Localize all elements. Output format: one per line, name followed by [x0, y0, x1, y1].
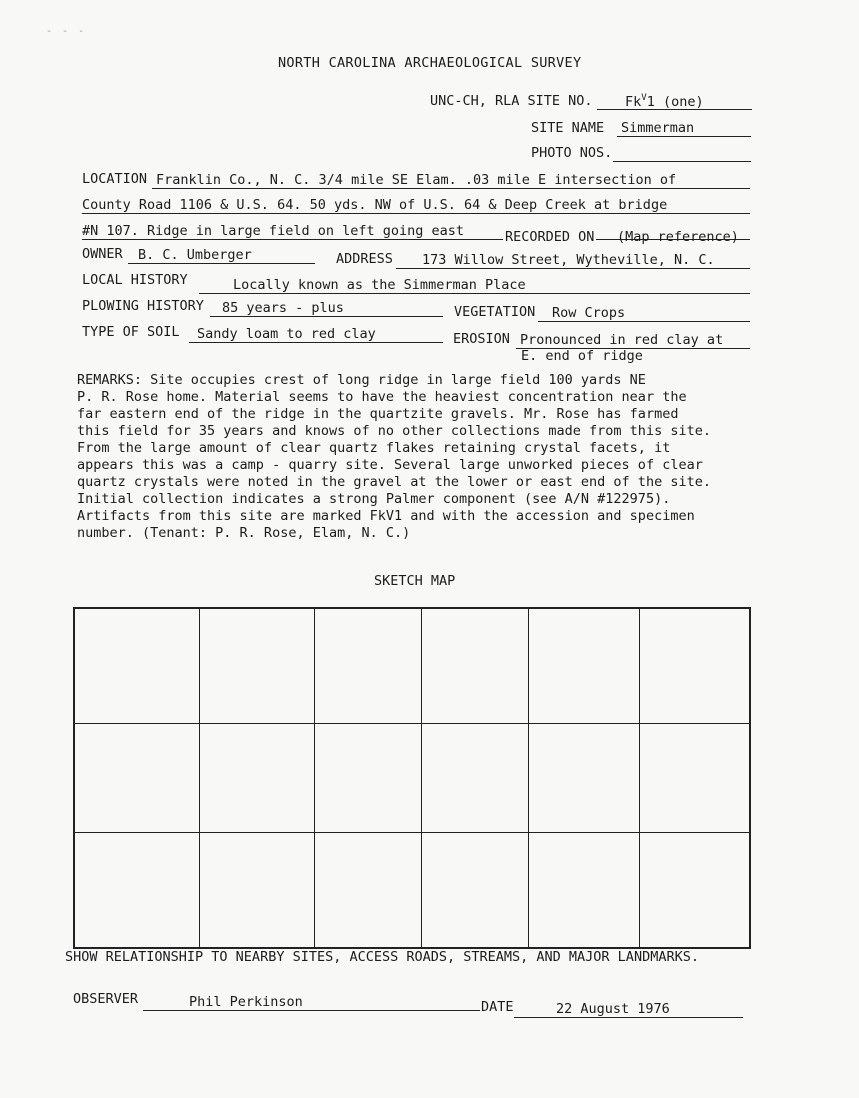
photo-nos-field[interactable]: [613, 145, 751, 162]
date-label: DATE: [481, 999, 514, 1015]
location-line-2[interactable]: County Road 1106 & U.S. 64. 50 yds. NW of U.S. 64 & Deep Creek at bridge: [82, 197, 750, 214]
remarks-line: appears this was a camp - quarry site. Several large unworked pieces of clear: [77, 457, 703, 473]
remarks-line: far eastern end of the ridge in the quartzite gravels. Mr. Rose has farmed: [77, 406, 679, 422]
owner-field[interactable]: B. C. Umberger: [128, 247, 315, 264]
erosion-label: EROSION: [453, 331, 510, 347]
grid-line: [314, 609, 315, 947]
erosion-line-2: E. end of ridge: [521, 348, 643, 364]
sketch-instruction: SHOW RELATIONSHIP TO NEARBY SITES, ACCESS ROADS, STREAMS, AND MAJOR LANDMARKS.: [65, 949, 699, 965]
grid-line: [75, 723, 749, 724]
plowing-history-label: PLOWING HISTORY: [82, 298, 204, 314]
location-line-3-text: #N 107. Ridge in large field on left going east: [82, 223, 502, 240]
location-label: LOCATION: [82, 171, 148, 187]
site-no-suffix: 1 (one): [646, 93, 704, 110]
site-no-field[interactable]: [597, 93, 752, 110]
grid-line: [421, 609, 422, 947]
observer-field[interactable]: Phil Perkinson: [143, 994, 480, 1011]
site-name-field[interactable]: Simmerman: [617, 120, 751, 137]
date-field[interactable]: 22 August 1976: [514, 1001, 743, 1018]
local-history-label: LOCAL HISTORY: [82, 272, 188, 288]
grid-line: [528, 609, 529, 947]
page-title: NORTH CAROLINA ARCHAEOLOGICAL SURVEY: [278, 55, 582, 71]
owner-label: OWNER: [82, 246, 123, 262]
grid-line: [199, 609, 200, 947]
sketch-map-grid[interactable]: [73, 607, 751, 949]
remarks-line: REMARKS: Site occupies crest of long ridge in large field 100 yards NE: [77, 372, 646, 388]
remarks-line: Initial collection indicates a strong Palmer component (see A/N #122975).: [77, 491, 671, 507]
site-no-label: UNC-CH, RLA SITE NO.: [430, 93, 593, 109]
remarks-block: [77, 372, 757, 542]
location-line-1[interactable]: Franklin Co., N. C. 3/4 mile SE Elam. .03 mile E intersection of: [152, 172, 750, 189]
sketch-map-title: SKETCH MAP: [374, 573, 456, 589]
site-no-prefix: Fk: [625, 93, 642, 110]
recorded-on-value: (Map reference): [617, 229, 739, 245]
observer-label: OBSERVER: [73, 991, 139, 1007]
remarks-line: P. R. Rose home. Material seems to have the heaviest concentration near the: [77, 389, 687, 405]
remarks-line: number. (Tenant: P. R. Rose, Elam, N. C.): [77, 525, 411, 541]
remarks-line: quartz crystals were noted in the gravel at the lower or east end of the site.: [77, 474, 711, 490]
plowing-history-field[interactable]: 85 years - plus: [210, 300, 443, 317]
vegetation-field[interactable]: Row Crops: [538, 305, 750, 322]
site-no-sup: V: [641, 93, 647, 103]
vegetation-label: VEGETATION: [454, 304, 536, 320]
address-label: ADDRESS: [336, 251, 393, 267]
corner-mark: - - -: [46, 26, 87, 37]
photo-nos-label: PHOTO NOS.: [531, 145, 613, 161]
remarks-line: From the large amount of clear quartz flakes retaining crystal facets, it: [77, 440, 671, 456]
remarks-line: Artifacts from this site are marked FkV1 and with the accession and specimen: [77, 508, 695, 524]
address-field[interactable]: 173 Willow Street, Wytheville, N. C.: [396, 252, 750, 269]
grid-line: [75, 832, 749, 833]
grid-line: [639, 609, 640, 947]
local-history-field[interactable]: Locally known as the Simmerman Place: [199, 277, 750, 294]
site-name-label: SITE NAME: [531, 120, 605, 136]
soil-field[interactable]: Sandy loam to red clay: [189, 326, 443, 343]
erosion-field[interactable]: Pronounced in red clay at: [516, 332, 750, 349]
soil-label: TYPE OF SOIL: [82, 324, 180, 340]
recorded-on-label: RECORDED ON: [505, 229, 595, 245]
remarks-line: this field for 35 years and knows of no other collections made from this site.: [77, 423, 711, 439]
